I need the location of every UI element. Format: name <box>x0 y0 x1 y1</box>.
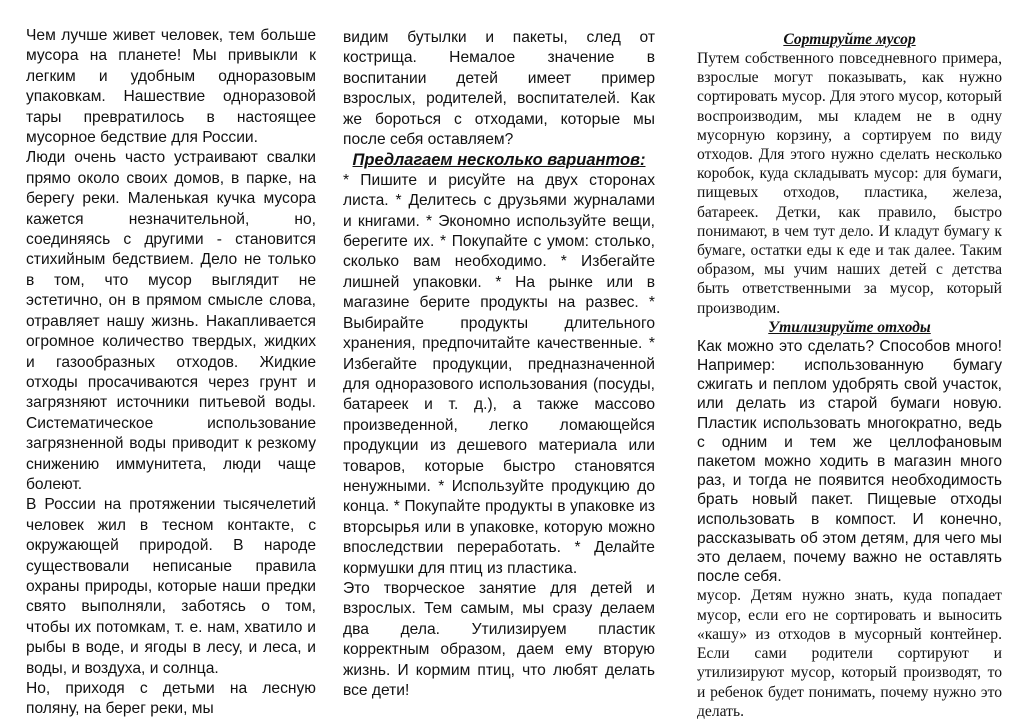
paragraph: Это творческое занятие для детей и взрослых. Тем самым, мы сразу делаем два дела. Утилизируем пластик корректным образом, даем ему вторую жизнь. И кормим птиц, что любят делать все дети! <box>343 579 655 699</box>
paragraph: Но, приходя с детьми на лесную поляну, на берег реки, мы <box>26 680 316 718</box>
column-2 <box>343 28 655 701</box>
paragraph: Путем собственного повседневного примера, взрослые могут показывать, как нужно сортировать мусор. Для этого мусор, который воспроизводим, мы кладем не в одну мусорную корзину, а сортируем по виду отходов. Для этого нужно сделать несколько коробок, куда складывать мусор: для бумаги, пищевых отходов, пластика, железа, батареек. Детки, как правило, быстро понимают, в чем тут дело. И кладут бумагу к бумаге, остатки еды к еде и так далее. Таким образом, мы учим наших детей с детства быть ответственными за мусор, который производим. <box>697 50 1002 317</box>
paragraph: Чем лучше живет человек, тем больше мусора на планете! Мы привыкли к легким и удобным одноразовым упаковкам. Нашествие одноразовой тары превратилось в настоящее мусорное бедствие для России. <box>26 27 316 147</box>
column-1 <box>26 26 316 720</box>
paragraph: Люди очень часто устраивают свалки прямо около своих домов, в парке, на берегу реки. Маленькая кучка мусора кажется незначительной, но, соединяясь с другими - становится стихийным бедствием. Дело не только в том, что мусор выглядит не эстетично, он в прямом смысле слова, отравляет нашу жизнь. Накапливается огромное количество твердых, жидких и газообразных отходов. Жидкие отходы просачиваются через грунт и загрязняют источники питьевой воды. Систематическое использование загрязненной воды приводит к резкому снижению иммунитета, люди чаще болеют. <box>26 149 316 493</box>
paragraph: Как можно это сделать? Способов много! Например: использованную бумагу сжигать и пеплом удобрять свой участок, или делать из старой бумаги новую. Пластик использовать многократно, ведь с одним и тем же целлофановым пакетом можно ходить в магазин много раз, и тогда не появится необходимость брать новый пакет. Пищевые отходы использовать в компост. И конечно, рассказывать об этом детям, для чего мы это делаем, почему важно не оставлять после себя. <box>697 337 1002 586</box>
paragraph: В России на протяжении тысячелетий человек жил в тесном контакте, с окружающей природой. В народе существовали неписаные правила охраны природы, которые наши предки свято выполняли, заботясь о том, чтобы их потомкам, т. е. нам, хватило и рыбы в воде, и ягоды в лесу, и леса, и воды, и воздуха, и солнца. <box>26 496 316 677</box>
section-heading: Сортируйте мусор <box>783 31 916 48</box>
section-heading: Предлагаем несколько вариантов: <box>352 151 646 170</box>
section-heading: Утилизируйте отходы <box>768 318 931 336</box>
paragraph: мусор. Детям нужно знать, куда попадает мусор, если его не сортировать и выносить «кашу» из отходов в мусорный контейнер. Если сами родители сортируют и утилизируют мусор, который производят, то и ребенок будет понимать, почему нужно это делать. <box>697 587 1002 720</box>
tips-list: * Пишите и рисуйте на двух сторонах листа. * Делитесь с друзьями журналами и книгами. * Экономно используйте вещи, берегите их. * Покупайте с умом: столько, сколько вам необходимо. * Избегайте лишней упаковки. * На рынке или в магазине берите продукты на развес. * Выбирайте продукты длительного хранения, предпочитайте качественные. * Избегайте продукции, предназначенной для одноразового использования (посуды, батареек и т. д.), а также массово произведенной, легко ломающейся продукции из дешевого материала или товаров, которые быстро становятся ненужными. * Используйте продукцию до конца. * Покупайте продукты в упаковке из вторсырья или в упаковке, которую можно впоследствии переработать. * Делайте кормушки для птиц из пластика. <box>343 171 655 577</box>
column-3 <box>697 30 1002 721</box>
paragraph: видим бутылки и пакеты, след от кострища. Немалое значение в воспитании детей имеет пример взрослых, родителей, воспитателей. Как же бороться с отходами, которые мы после себя оставляем? <box>343 29 655 149</box>
